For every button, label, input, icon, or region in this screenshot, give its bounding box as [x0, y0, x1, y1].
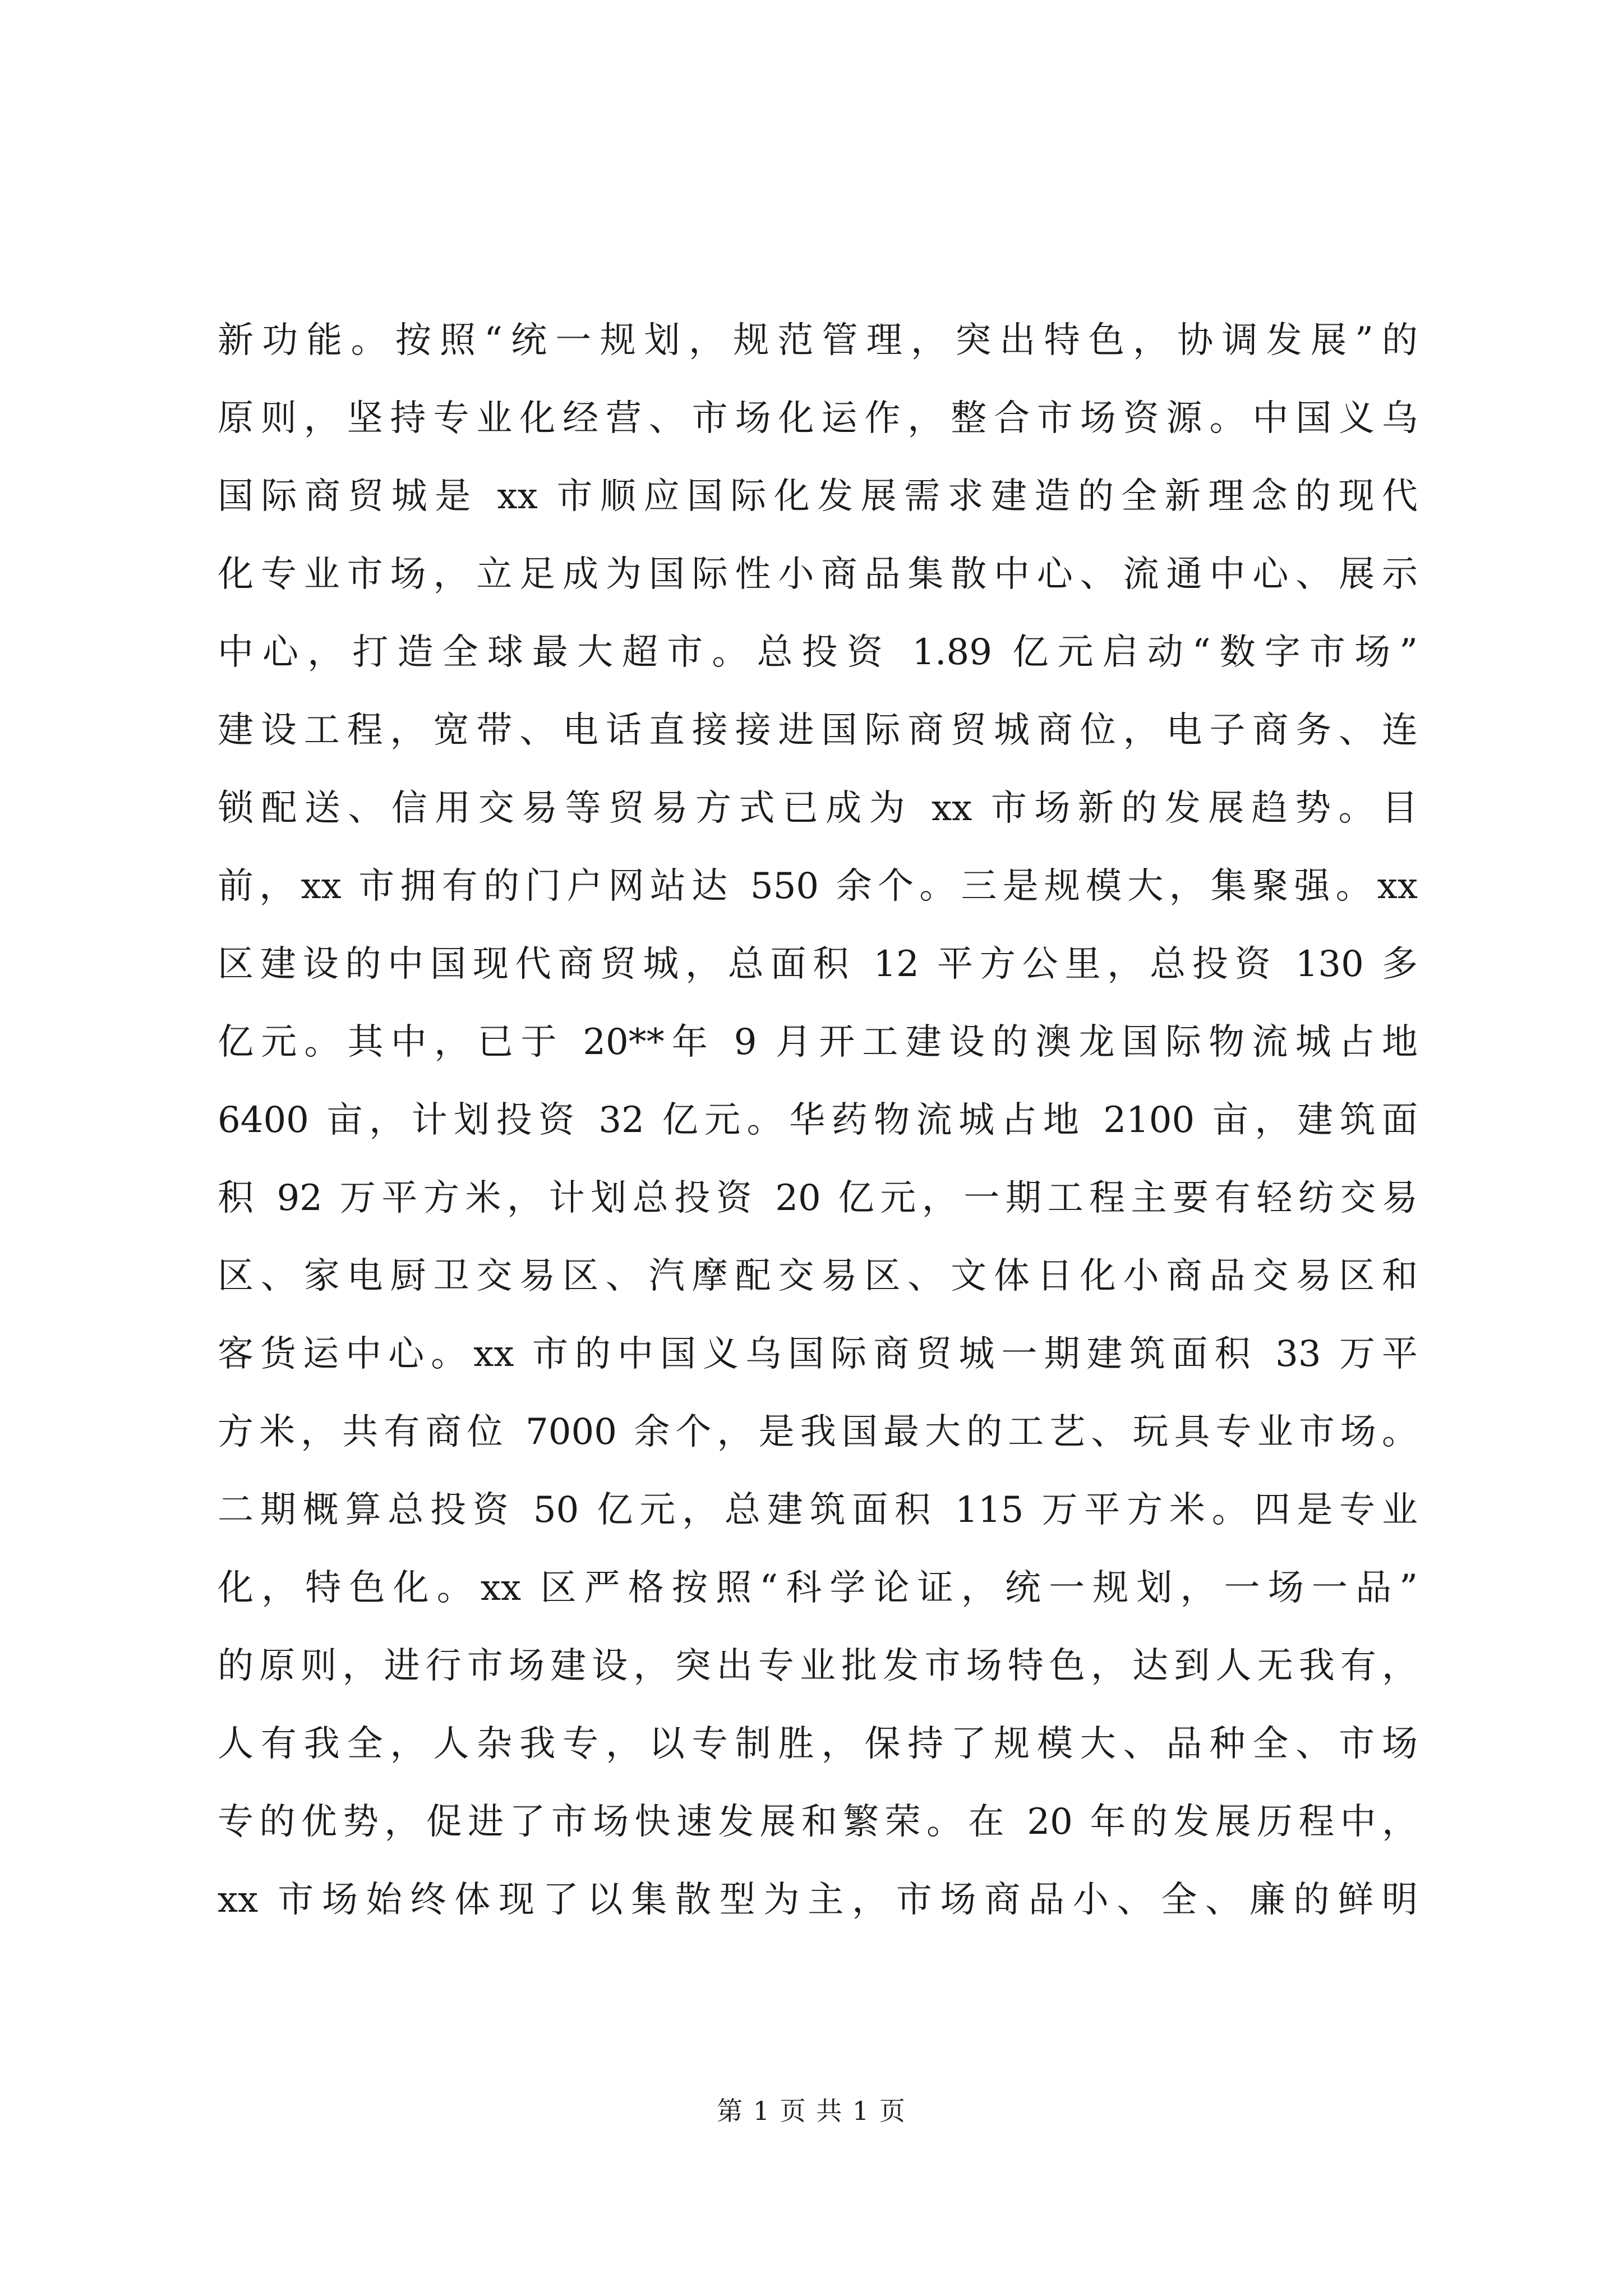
text-line: 化，特色化。xx 区严格按照“科学论证，统一规划，一场一品”	[218, 1567, 1418, 1609]
text-line: 区建设的中国现代商贸城，总面积 12 平方公里，总投资 130 多	[218, 944, 1418, 985]
text-line: 亿元。其中，已于 20**年 9 月开工建设的澳龙国际物流城占地	[218, 1022, 1418, 1063]
page-number-footer: 第 1 页 共 1 页	[717, 2096, 906, 2126]
text-line: 原则，坚持专业化经营、市场化运作，整合市场资源。中国义乌	[218, 398, 1418, 439]
text-line: 建设工程，宽带、电话直接接进国际商贸城商位，电子商务、连	[218, 710, 1418, 751]
text-line: xx 市场始终体现了以集散型为主，市场商品小、全、廉的鲜明	[218, 1879, 1418, 1921]
text-line: 前，xx 市拥有的门户网站达 550 余个。三是规模大，集聚强。xx	[218, 866, 1418, 907]
text-line: 化专业市场，立足成为国际性小商品集散中心、流通中心、展示	[218, 554, 1418, 595]
text-line: 人有我全，人杂我专，以专制胜，保持了规模大、品种全、市场	[218, 1723, 1418, 1765]
text-line: 中心，打造全球最大超市。总投资 1.89 亿元启动“数字市场”	[218, 632, 1418, 673]
text-line: 二期概算总投资 50 亿元，总建筑面积 115 万平方米。四是专业	[218, 1489, 1418, 1531]
text-line: 客货运中心。xx 市的中国义乌国际商贸城一期建筑面积 33 万平	[218, 1333, 1418, 1375]
text-line: 方米，共有商位 7000 余个，是我国最大的工艺、玩具专业市场。	[218, 1411, 1418, 1453]
text-line: 专的优势，促进了市场快速发展和繁荣。在 20 年的发展历程中，	[218, 1801, 1418, 1843]
text-line: 新功能。按照“统一规划，规范管理，突出特色，协调发展”的	[218, 320, 1418, 361]
text-line: 6400 亩，计划投资 32 亿元。华药物流城占地 2100 亩，建筑面	[218, 1099, 1418, 1141]
text-line: 区、家电厨卫交易区、汽摩配交易区、文体日化小商品交易区和	[218, 1255, 1418, 1297]
text-line: 锁配送、信用交易等贸易方式已成为 xx 市场新的发展趋势。目	[218, 788, 1418, 829]
text-line: 的原则，进行市场建设，突出专业批发市场特色，达到人无我有，	[218, 1645, 1418, 1687]
text-line: 国际商贸城是 xx 市顺应国际化发展需求建造的全新理念的现代	[218, 476, 1418, 517]
body-text	[218, 302, 1418, 1939]
text-line: 积 92 万平方米，计划总投资 20 亿元，一期工程主要有轻纺交易	[218, 1177, 1418, 1219]
